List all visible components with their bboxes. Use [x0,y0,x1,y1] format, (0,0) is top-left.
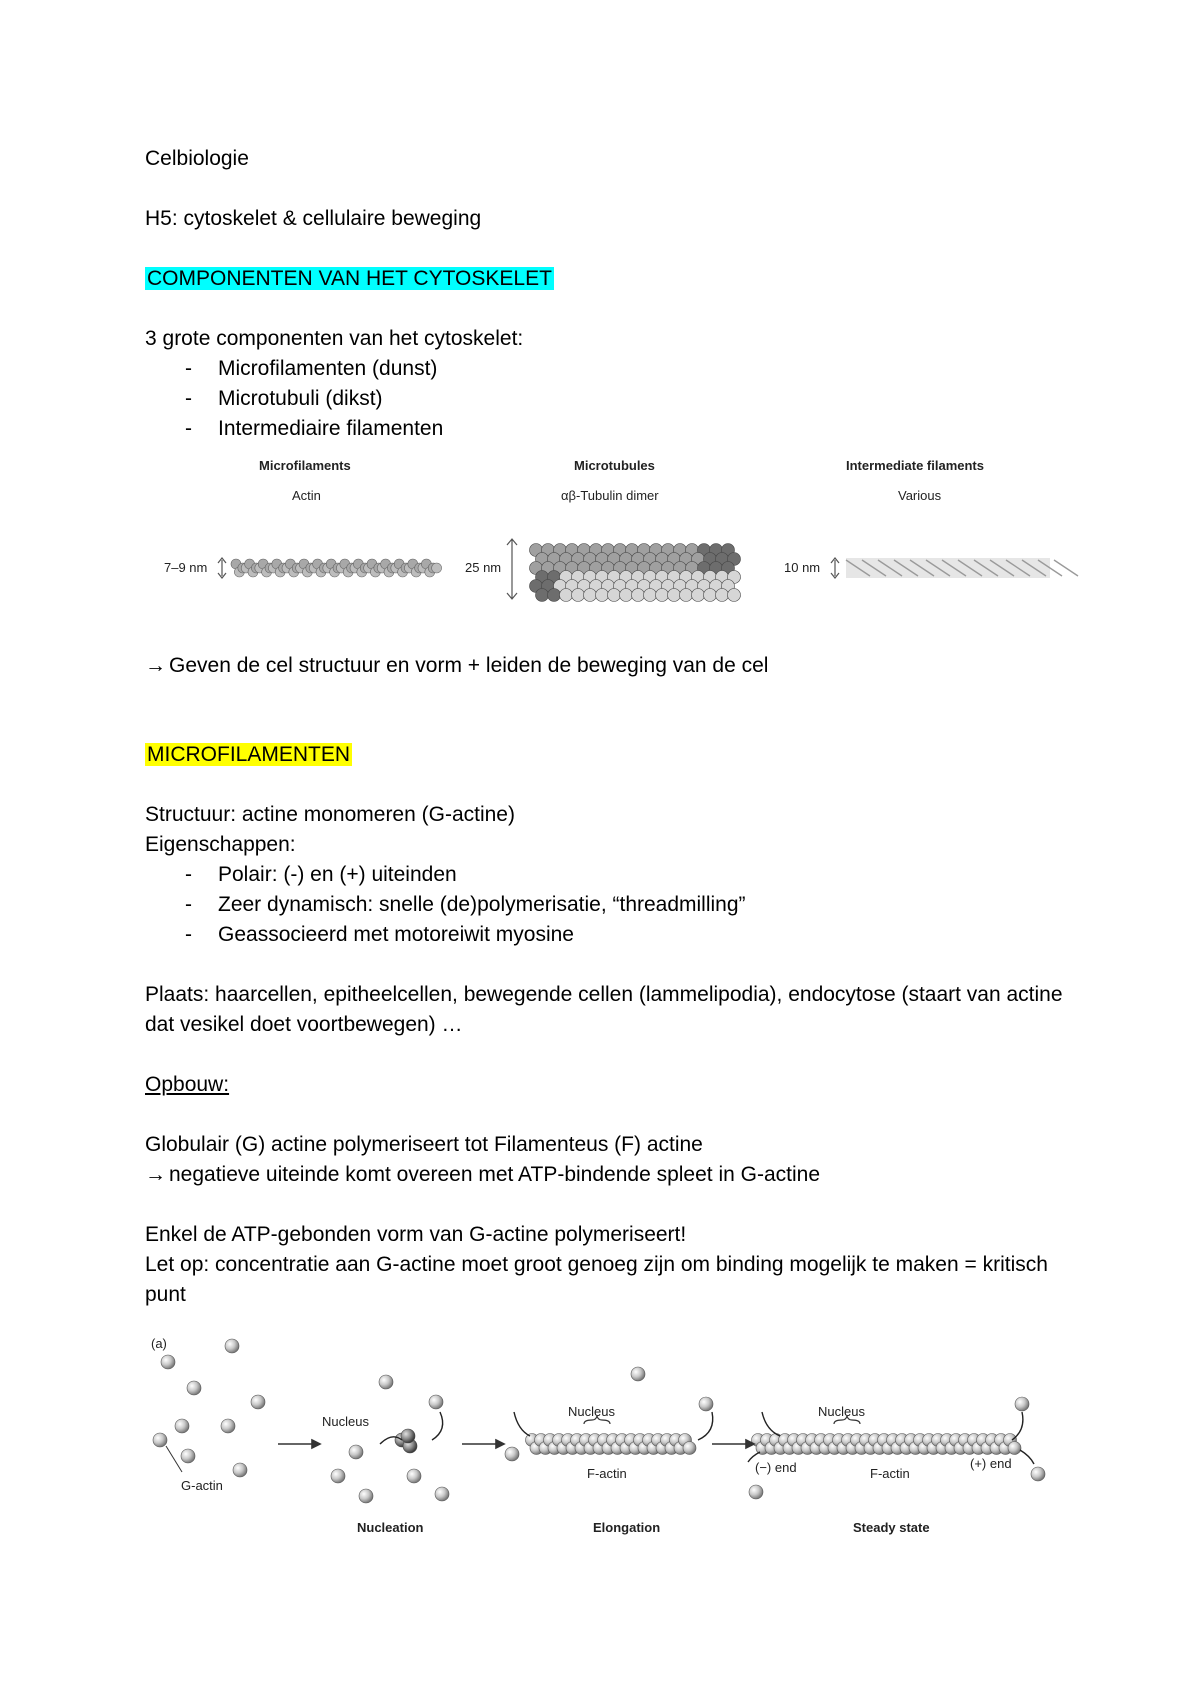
fig2-nucleus-label-3: Nucleus [818,1404,865,1419]
fig2-panel-label: (a) [151,1336,167,1351]
fig2-g-actin-label: G-actin [181,1478,223,1493]
fig2-f-actin-label-1: F-actin [587,1466,627,1481]
g-actin-monomers [153,1339,1045,1503]
fig2-nucleus-label-1: Nucleus [322,1414,369,1429]
buildup-line-1: Globulair (G) actine polymeriseert tot Filamenteus (F) actine [145,1133,703,1156]
fig2-stage-nucleation: Nucleation [357,1520,424,1535]
list-item: - Zeer dynamisch: snelle (de)polymerisatie, “threadmilling” [145,890,746,920]
chapter-title: H5: cytoskelet & cellulaire beweging [145,207,482,230]
list-item: - Microtubuli (dikst) [145,384,443,414]
fig1-microtubules-title: Microtubules [574,458,655,473]
fig1-microtubules-size: 25 nm [465,560,502,575]
location-paragraph: Plaats: haarcellen, epitheelcellen, bewegende cellen (lammelipodia), endocytose (staart van actine dat vesikel doet voortbewegen) … [145,983,1063,1036]
arrow-icon: → [145,1163,166,1186]
g-actin-pointer-line [166,1446,182,1472]
fig2-stage-steady-state: Steady state [853,1520,930,1535]
nucleus-brace-icon [584,1416,860,1424]
buildup-heading: Opbouw: [145,1073,230,1096]
fig2-f-actin-label-2: F-actin [870,1466,910,1481]
fig2-minus-end-label: (−) end [755,1460,797,1475]
list-item: - Microfilamenten (dunst) [145,354,443,384]
section-heading-microfilaments-text: MICROFILAMENTEN [147,743,351,766]
fig1-microfilaments-title: Microfilaments [259,458,351,473]
fig1-microfilaments-size: 7–9 nm [164,560,208,575]
buildup-line-2-text: negatieve uiteinde komt overeen met ATP-bindende spleet in G-actine [169,1163,820,1186]
fig2-plus-end-label: (+) end [970,1456,1012,1471]
fig1-intermediate-title: Intermediate filaments [846,458,984,473]
fig2-stage-elongation: Elongation [593,1520,661,1535]
arrow-icon: → [145,654,166,677]
fig1-microfilaments-subunit: Actin [292,488,321,503]
list-item: - Intermediaire filamenten [145,414,443,444]
fig1-intermediate-subunit: Various [898,488,942,503]
list-item: - Polair: (-) en (+) uiteinden [145,860,746,890]
atp-line-1: Enkel de ATP-gebonden vorm van G-actine polymeriseert! [145,1223,687,1246]
function-note-text: Geven de cel structuur en vorm + leiden de beweging van de cel [169,654,769,677]
structure-line: Structuur: actine monomeren (G-actine) [145,803,515,826]
fig1-intermediate-size: 10 nm [784,560,821,575]
components-intro: 3 grote componenten van het cytoskelet: [145,327,524,350]
properties-label: Eigenschappen: [145,833,296,856]
atp-line-2: Let op: concentratie aan G-actine moet groot genoeg zijn om binding mogelijk te maken = kritisch punt [145,1253,1048,1306]
course-title: Celbiologie [145,147,249,170]
fig2-nucleus-label-2: Nucleus [568,1404,615,1419]
list-item: - Geassocieerd met motoreiwit myosine [145,920,746,950]
section-heading-components-text: COMPONENTEN VAN HET CYTOSKELET [147,267,552,290]
fig1-microtubules-subunit: αβ-Tubulin dimer [561,488,659,503]
